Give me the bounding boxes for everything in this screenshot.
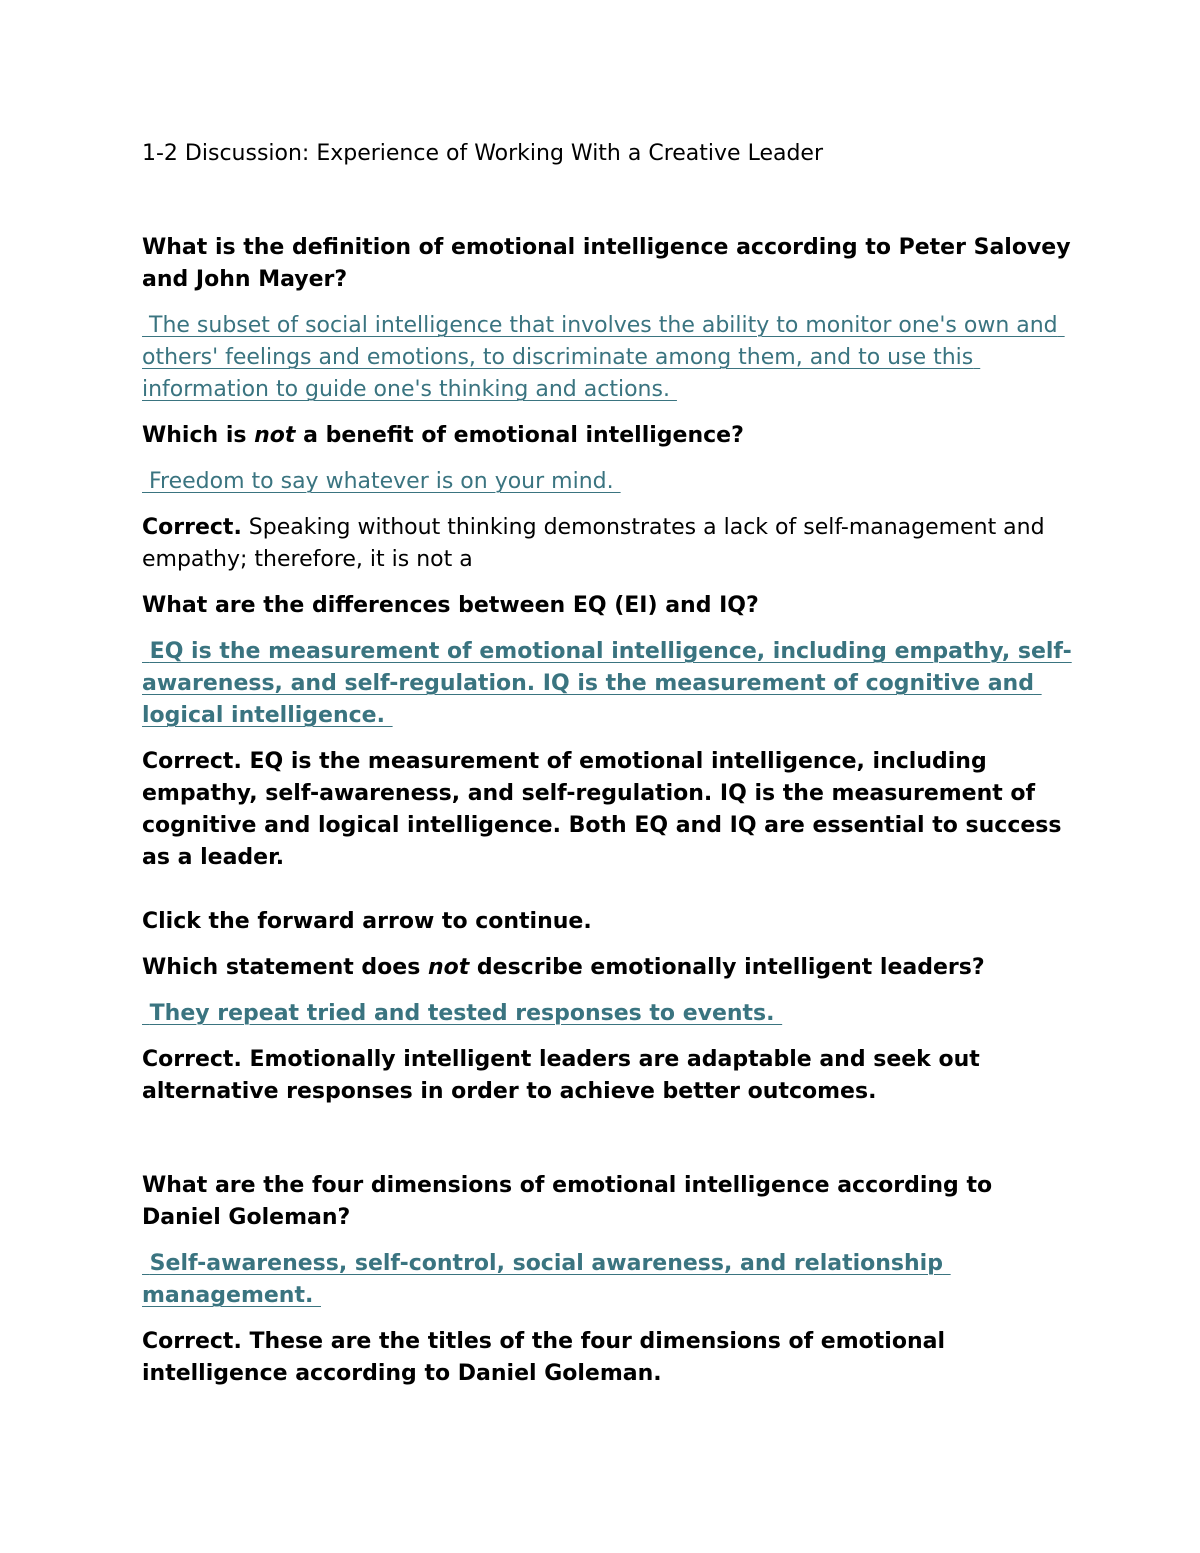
- answer-1: The subset of social intelligence that involves the ability to monitor one's own and others' feelings and emotions, to discriminate among them, and to use this information to guide one's thinking and actions.: [142, 313, 1065, 402]
- answer-3: EQ is the measurement of emotional intelligence, including empathy, self-awareness, and self-regulation. IQ is the measurement of cognitive and logical intelligence.: [142, 639, 1072, 728]
- question-1: What is the definition of emotional intelligence according to Peter Salovey and John Mayer?: [142, 235, 1071, 292]
- feedback-5: Correct. These are the titles of the four dimensions of emotional intelligence according to Daniel Goleman.: [142, 1329, 945, 1386]
- question-2: [142, 420, 1072, 452]
- question-2-pre: Which is: [142, 423, 255, 448]
- question-4-pre: Which statement does: [142, 955, 428, 980]
- question-2-emphasis: not: [254, 423, 296, 448]
- feedback-2-text: Speaking without thinking demonstrates a lack of self-management and empathy; therefore, it is not a: [142, 515, 1045, 572]
- question-2-post: a benefit of emotional intelligence?: [295, 423, 744, 448]
- question-3: What are the differences between EQ (EI) and IQ?: [142, 593, 759, 618]
- question-4: [142, 952, 1072, 984]
- feedback-3: Correct. EQ is the measurement of emotional intelligence, including empathy, self-awareness, and self-regulation. IQ is the measurement of cognitive and logical intelligence. Both EQ and IQ are essential to success as a leader.: [142, 749, 1062, 870]
- answer-5: Self-awareness, self-control, social awareness, and relationship management.: [142, 1251, 951, 1308]
- question-4-post: describe emotionally intelligent leaders?: [469, 955, 985, 980]
- instruction-text: Click the forward arrow to continue.: [142, 909, 592, 934]
- answer-2: Freedom to say whatever is on your mind.: [142, 469, 621, 494]
- feedback-2: [142, 512, 1072, 576]
- document-title: 1-2 Discussion: Experience of Working With a Creative Leader: [142, 141, 824, 166]
- question-5: What are the four dimensions of emotional intelligence according to Daniel Goleman?: [142, 1173, 993, 1230]
- answer-4: They repeat tried and tested responses to events.: [142, 1001, 783, 1026]
- question-4-emphasis: not: [427, 955, 470, 980]
- feedback-2-lead: Correct.: [142, 515, 242, 540]
- feedback-4: Correct. Emotionally intelligent leaders are adaptable and seek out alternative responses in order to achieve better outcomes.: [142, 1047, 980, 1104]
- document-page: [142, 138, 1072, 1404]
